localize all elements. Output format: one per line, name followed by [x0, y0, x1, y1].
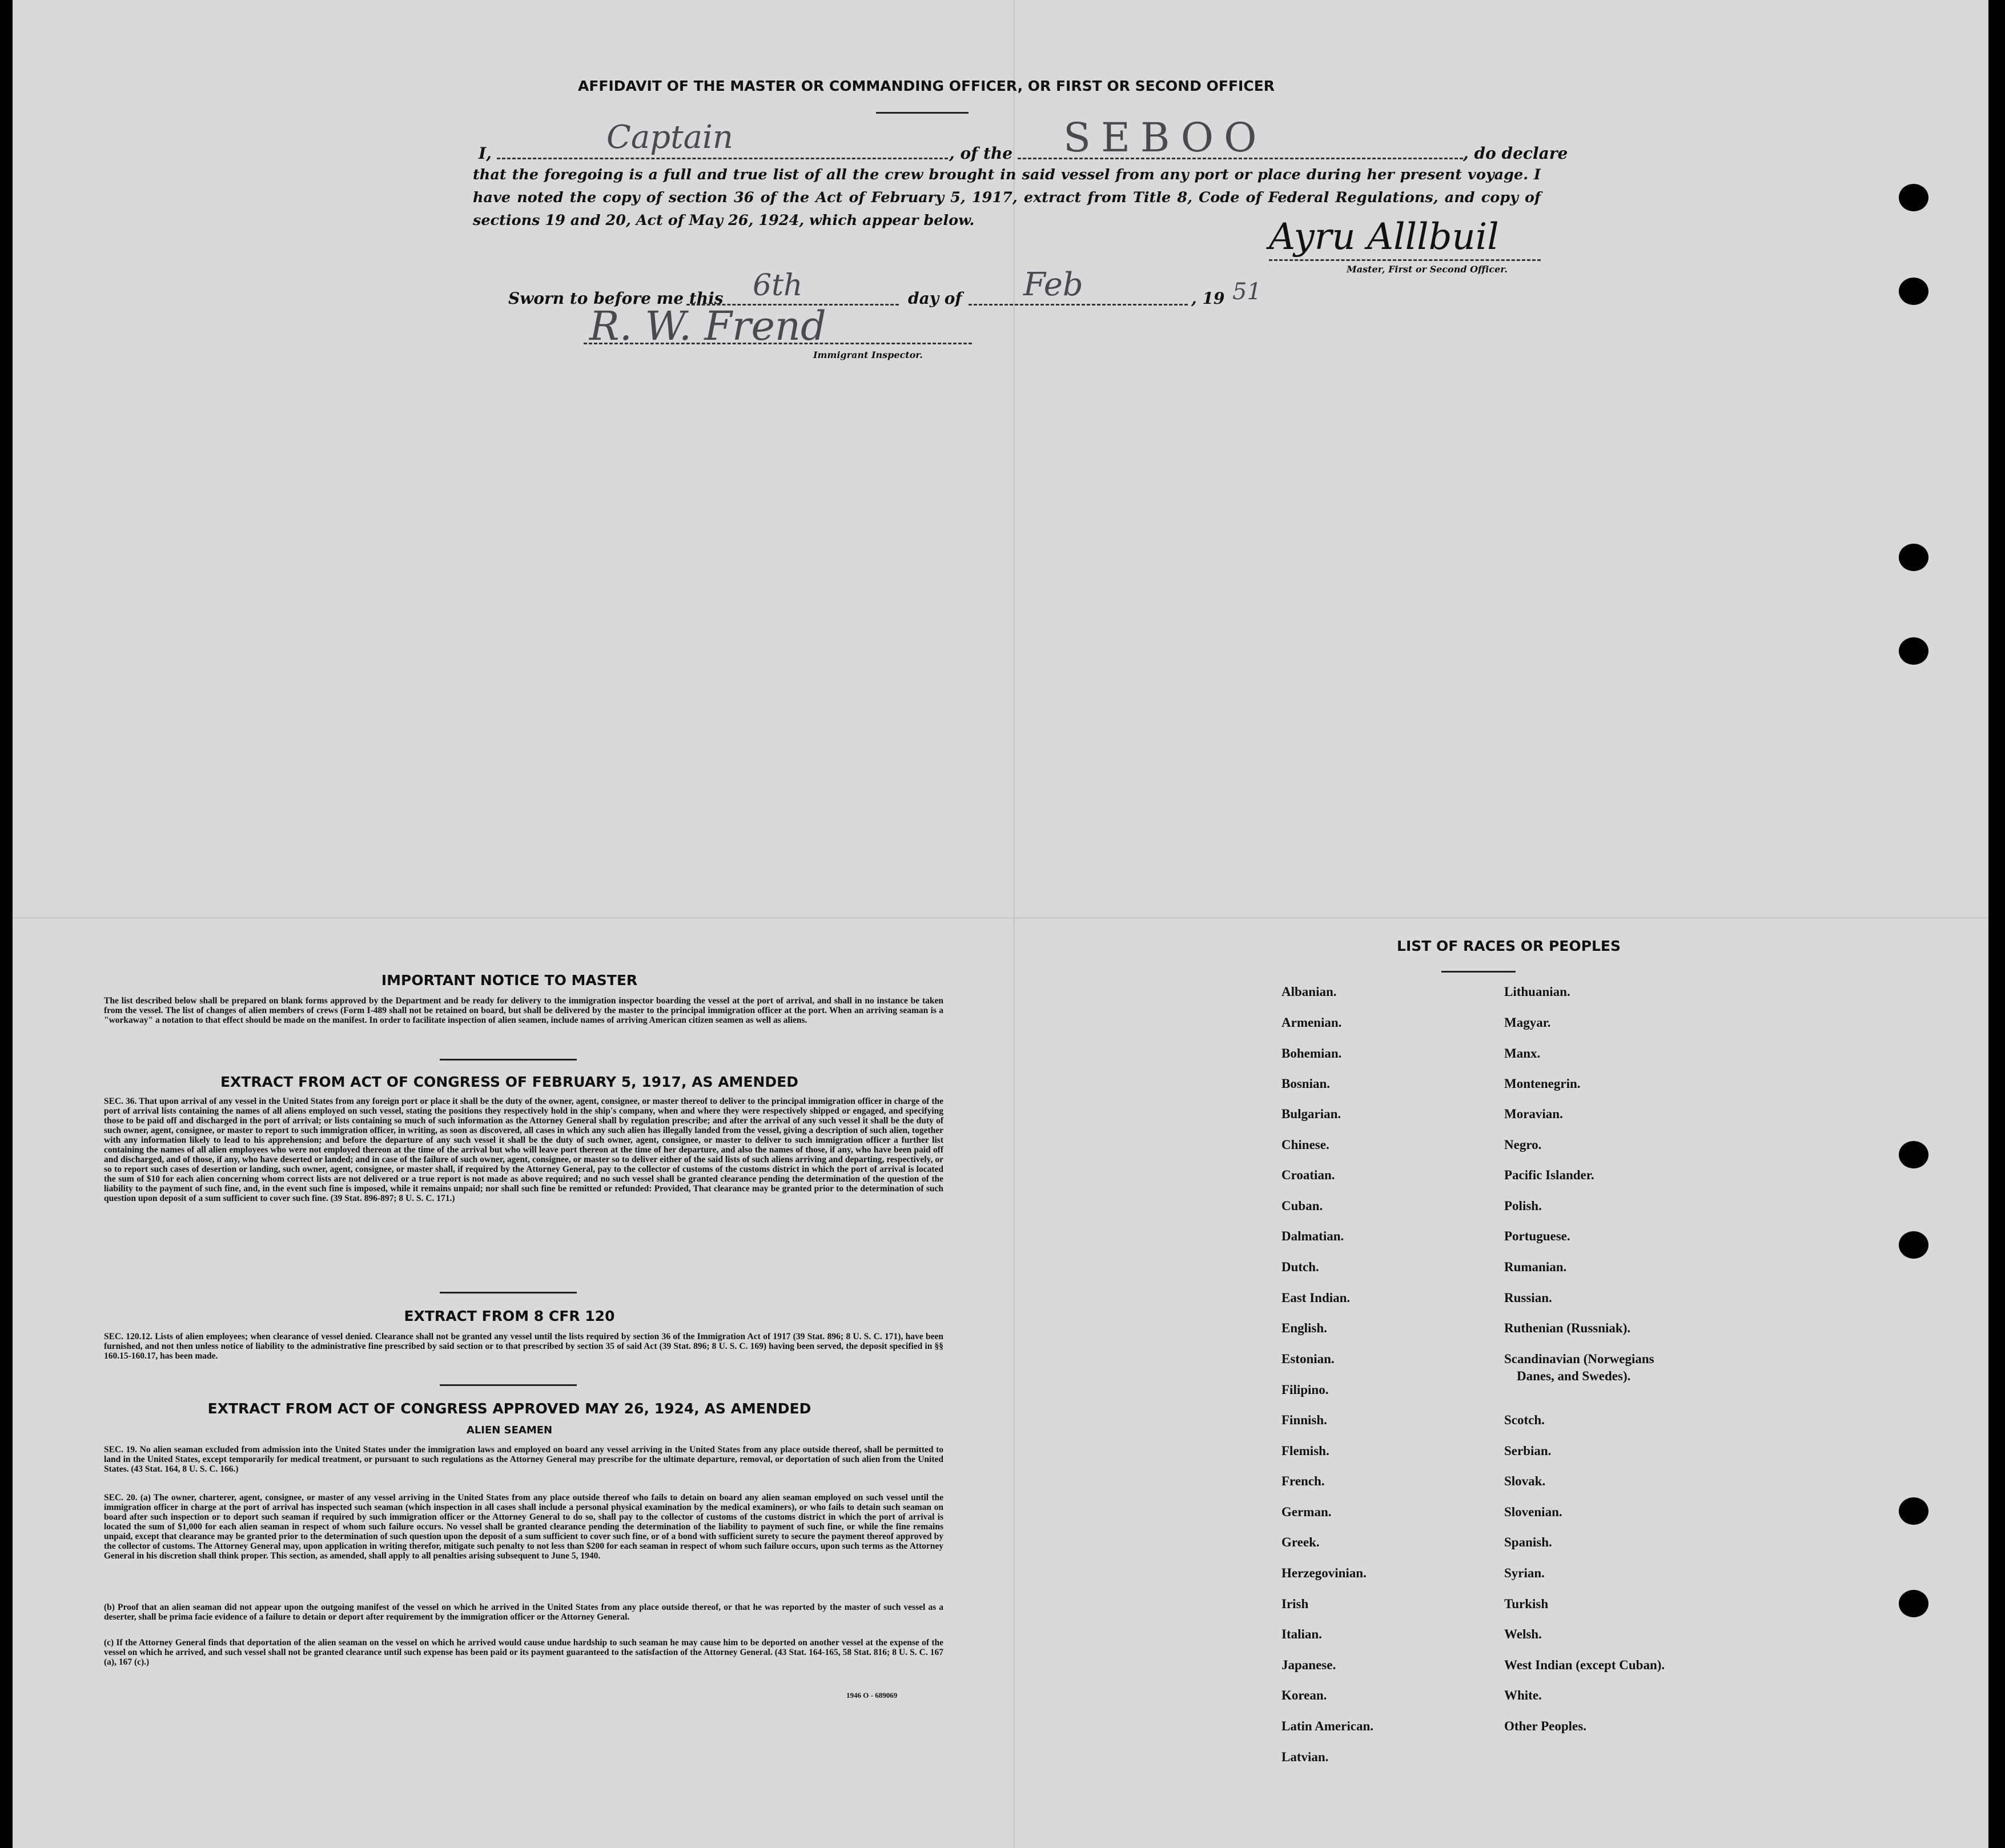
race-item: Scotch.	[1504, 1413, 1545, 1427]
race-item: Scandinavian (Norwegians	[1504, 1352, 1654, 1366]
race-item: Estonian.	[1281, 1352, 1335, 1366]
race-item: Rumanian.	[1504, 1260, 1567, 1274]
race-item: Flemish.	[1281, 1444, 1329, 1458]
race-item: East Indian.	[1281, 1291, 1351, 1305]
race-item: Slovak.	[1504, 1474, 1546, 1488]
sworn-label: Sworn to before me this	[508, 289, 724, 308]
year-handwriting: 51	[1232, 279, 1261, 305]
vessel-handwriting: SEBOO	[1063, 114, 1267, 161]
race-item: Other Peoples.	[1504, 1719, 1586, 1733]
race-item: Syrian.	[1504, 1566, 1545, 1580]
race-item: Turkish	[1504, 1597, 1549, 1611]
race-item: Greek.	[1281, 1535, 1320, 1549]
race-item: Chinese.	[1281, 1138, 1329, 1152]
month-blank	[969, 304, 1188, 306]
race-item: German.	[1281, 1505, 1332, 1519]
sec20c-body: (c) If the Attorney General finds that deportation of the alien seaman on the vessel on which he arrived would cause undue hardship to such seaman he may cause him to be deported on another vessel at the expense of the vessel on which he arrived, and such vessel shall not be granted clearance until such expense has been paid or its payment guaranteed to the satisfaction of the Attorney General. (43 Stat. 164-165, 58 Stat. 816; 8 U. S. C. 167 (a), 167 (c).)	[104, 1638, 943, 1667]
extract-cfr-body: SEC. 120.12. Lists of alien employees; when clearance of vessel denied. Clearance shall not be granted any vessel until the lists required by section 36 of the Immigration Act of 1917 (39 Stat. 896; 8 U. S. C. 171), have been furnished, and not then unless notice of liability to the administrative fine prescribed by said section or to that prescribed by section 35 of said Act (39 Stat. 896; 8 U. S. C. 169) having been served, the deposit specified in §§ 160.15-160.17, has been made.	[104, 1332, 943, 1361]
race-item: Bosnian.	[1281, 1076, 1331, 1091]
punch-hole	[1899, 637, 1928, 665]
signature-blank	[1269, 259, 1541, 261]
race-item: Spanish.	[1504, 1535, 1552, 1549]
race-item: Korean.	[1281, 1688, 1327, 1702]
race-item: Lithuanian.	[1504, 985, 1570, 999]
punch-hole	[1899, 1497, 1928, 1525]
i-label: I,	[479, 144, 492, 163]
punch-hole	[1899, 1590, 1928, 1617]
officer-blank	[497, 158, 948, 159]
sec20a-body: SEC. 20. (a) The owner, charterer, agent, consignee, or master of any vessel arriving in the United States from any place outside thereof who fails to detain on board any alien seaman employed on such vessel until the immigration officer in charge at the port of arrival has inspected such seaman (which inspection in all cases shall include a personal physical examination by the medical examiners), or who fails to detain such seaman on board after such inspection or to deport such seaman if required by such immigration officer or the Attorney General to do so, shall pay to the collector of customs of the customs district in which the port of arrival is located the sum of $1,000 for each alien seaman in respect of whom such failure occurs. No vessel shall be granted clearance pending the determination of the liability to payment of such fine, or while the fine remains unpaid, except that clearance may be granted prior to the determination of such question upon the deposit of a sum sufficient to cover such fine, or of a bond with sufficient surety to secure the payment thereof approved by the collector of customs. The Attorney General may, upon application in writing therefor, mitigate such penalty to not less than $200 for each seaman in respect of whom such failure occurs, upon such terms as the Attorney General in his discretion shall think proper. This section, as amended, shall apply to all penalties arising subsequent to June 5, 1940.	[104, 1493, 943, 1561]
punch-hole	[1899, 278, 1928, 305]
punch-hole	[1899, 1231, 1928, 1259]
print-code: 1946 O - 689069	[846, 1691, 898, 1700]
officer-handwriting: Captain	[606, 119, 733, 156]
race-item: Polish.	[1504, 1199, 1542, 1213]
inspector-caption: Immigrant Inspector.	[813, 349, 923, 360]
race-item: Magyar.	[1504, 1015, 1551, 1030]
divider	[440, 1059, 577, 1060]
divider	[876, 112, 969, 114]
race-item: Bohemian.	[1281, 1046, 1342, 1060]
race-item: Slovenian.	[1504, 1505, 1562, 1519]
inspector-signature: R. W. Frend	[589, 303, 826, 349]
race-item: Finnish.	[1281, 1413, 1327, 1427]
month-handwriting: Feb	[1023, 266, 1083, 303]
extract-cfr-title: EXTRACT FROM 8 CFR 120	[404, 1308, 615, 1324]
race-item: White.	[1504, 1688, 1542, 1702]
extract-1917-title: EXTRACT FROM ACT OF CONGRESS OF FEBRUARY 5, 1917, AS AMENDED	[220, 1074, 799, 1090]
race-item: Montenegrin.	[1504, 1076, 1581, 1091]
race-item: Croatian.	[1281, 1168, 1335, 1182]
extract-1924-title: EXTRACT FROM ACT OF CONGRESS APPROVED MAY 26, 1924, AS AMENDED	[207, 1400, 811, 1417]
race-item: Latin American.	[1281, 1719, 1373, 1733]
race-item: Bulgarian.	[1281, 1107, 1341, 1121]
document-page	[13, 0, 1988, 1848]
race-item: Ruthenian (Russniak).	[1504, 1321, 1631, 1335]
fold-line-horizontal	[13, 917, 1988, 919]
race-item: Italian.	[1281, 1627, 1322, 1641]
race-item: Dutch.	[1281, 1260, 1319, 1274]
race-item: Pacific Islander.	[1504, 1168, 1594, 1182]
sec19-body: SEC. 19. No alien seaman excluded from admission into the United States under the immigration laws and employed on board any vessel arriving in the United States from any place outside thereof, shall be permitted to land in the United States, except temporarily for medical treatment, or pursuant to such regulations as the Attorney General may prescribe for the ultimate departure, removal, or deportation of such alien from the United States. (43 Stat. 164, 8 U. S. C. 166.)	[104, 1445, 943, 1474]
notice-body: The list described below shall be prepared on blank forms approved by the Department and be ready for delivery to the immigration inspector boarding the vessel at the port of arrival, and shall in no instance be taken from the vessel. The list of changes of alien members of crews (Form I-489 shall not be retained on board, but shall be delivered by the master to the principal immigration officer at the port. When an arriving seaman is a "workaway" a notation to that effect should be made on the manifest. In order to facilitate inspection of alien seamen, include names of arriving American citizen seamen as well as aliens.	[104, 996, 943, 1025]
affidavit-title: AFFIDAVIT OF THE MASTER OR COMMANDING OFFICER, OR FIRST OR SECOND OFFICER	[577, 78, 1275, 94]
race-item: Russian.	[1504, 1291, 1552, 1305]
extract-1924-subtitle: ALIEN SEAMEN	[466, 1424, 553, 1436]
race-item: Filipino.	[1281, 1383, 1329, 1397]
notice-title: IMPORTANT NOTICE TO MASTER	[381, 972, 638, 989]
race-item: Portuguese.	[1504, 1229, 1570, 1243]
race-item: English.	[1281, 1321, 1327, 1335]
race-item: Moravian.	[1504, 1107, 1563, 1121]
day-handwriting: 6th	[753, 268, 803, 303]
race-item: West Indian (except Cuban).	[1504, 1658, 1665, 1672]
sec20b-body: (b) Proof that an alien seaman did not appear upon the outgoing manifest of the vessel on which he arrived in the United States from any place outside thereof, or that he was reported by the master of such vessel as a deserter, shall be prima facie evidence of a failure to detain or deport after requirement by the immigration officer or the Attorney General.	[104, 1602, 943, 1622]
master-signature: Ayru Alllbuil	[1269, 216, 1499, 258]
of-the-label: , of the	[949, 144, 1013, 163]
race-item: Japanese.	[1281, 1658, 1336, 1672]
race-item: Latvian.	[1281, 1750, 1329, 1764]
year-prefix: , 19	[1191, 289, 1225, 308]
race-item: Armenian.	[1281, 1015, 1342, 1030]
race-item: Herzegovinian.	[1281, 1566, 1367, 1580]
day-of-label: day of	[908, 289, 962, 308]
race-item: Cuban.	[1281, 1199, 1323, 1213]
races-title: LIST OF RACES OR PEOPLES	[1397, 938, 1621, 954]
fold-line-vertical	[1013, 0, 1015, 1848]
race-item: Danes, and Swedes).	[1517, 1369, 1631, 1383]
race-item: Welsh.	[1504, 1627, 1542, 1641]
do-declare-label: , do declare	[1463, 144, 1568, 163]
punch-hole	[1899, 544, 1928, 571]
extract-1917-body: SEC. 36. That upon arrival of any vessel in the United States from any foreign port or place it shall be the duty of the owner, agent, consignee, or master thereof to deliver to the principal immigration officer in charge of the port of arrival lists containing the names of all aliens employed on such vessel, stating the positions they respectively hold in the ship's company, when and where they were respectively shipped or engaged, and specifying those to be paid off and discharged in the port of arrival; or lists containing so much of such information as the Attorney General shall by regulation prescribe; and after the arrival of any such vessel it shall be the duty of such owner, agent, consignee, or master to report to such immigration officer, in writing, as soon as discovered, all cases in which any such alien has illegally landed from the vessel, giving a description of such alien, together with any information likely to lead to his apprehension; and before the departure of any such vessel it shall be the duty of such owner, agent, consignee, or master to deliver to such immigration officer a further list containing the names of all alien employees who were not employed thereon at the time of the arrival but who will leave port thereon at the time of her departure, and also the names of those, if any, who have been paid off and discharged, and of those, if any, who have deserted or landed; and in case of the failure of such owner, agent, consignee, or master so to deliver either of the said lists of such aliens arriving and departing, respectively, or so to report such cases of desertion or landing, such owner, agent, consignee, or master shall, if required by the Attorney General, pay to the collector of customs of the customs district in which the port of arrival is located the sum of $10 for each alien concerning whom correct lists are not delivered or a true report is not made as above required; and no such vessel shall be granted clearance pending the determination of the question of the liability to the payment of such fine, and, in the event such fine is imposed, while it remains unpaid; nor shall such fine be remitted or refunded: Provided, That clearance may be granted prior to the determination of such question upon deposit of a sum sufficient to cover such fine. (39 Stat. 896-897; 8 U. S. C. 171.)	[104, 1096, 943, 1203]
master-caption: Master, First or Second Officer.	[1347, 264, 1508, 275]
divider	[440, 1384, 577, 1386]
race-item: Manx.	[1504, 1046, 1541, 1060]
inspector-blank	[584, 343, 972, 344]
divider	[440, 1292, 577, 1293]
punch-hole	[1899, 184, 1928, 211]
divider	[1441, 971, 1516, 973]
affidavit-body: that the foregoing is a full and true list of all the crew brought in said vessel from any port or place during her present voyage. I have noted the copy of section 36 of the Act of February 5, 1917, extract from Title 8, Code of Federal Regulations, and copy of sections 19 and 20, Act of May 26, 1924, which appear below.	[473, 166, 1541, 229]
race-item: Negro.	[1504, 1138, 1542, 1152]
race-item: Irish	[1281, 1597, 1309, 1611]
punch-hole	[1899, 1141, 1928, 1168]
race-item: Albanian.	[1281, 985, 1337, 999]
race-item: Dalmatian.	[1281, 1229, 1344, 1243]
race-item: Serbian.	[1504, 1444, 1552, 1458]
race-item: French.	[1281, 1474, 1325, 1488]
